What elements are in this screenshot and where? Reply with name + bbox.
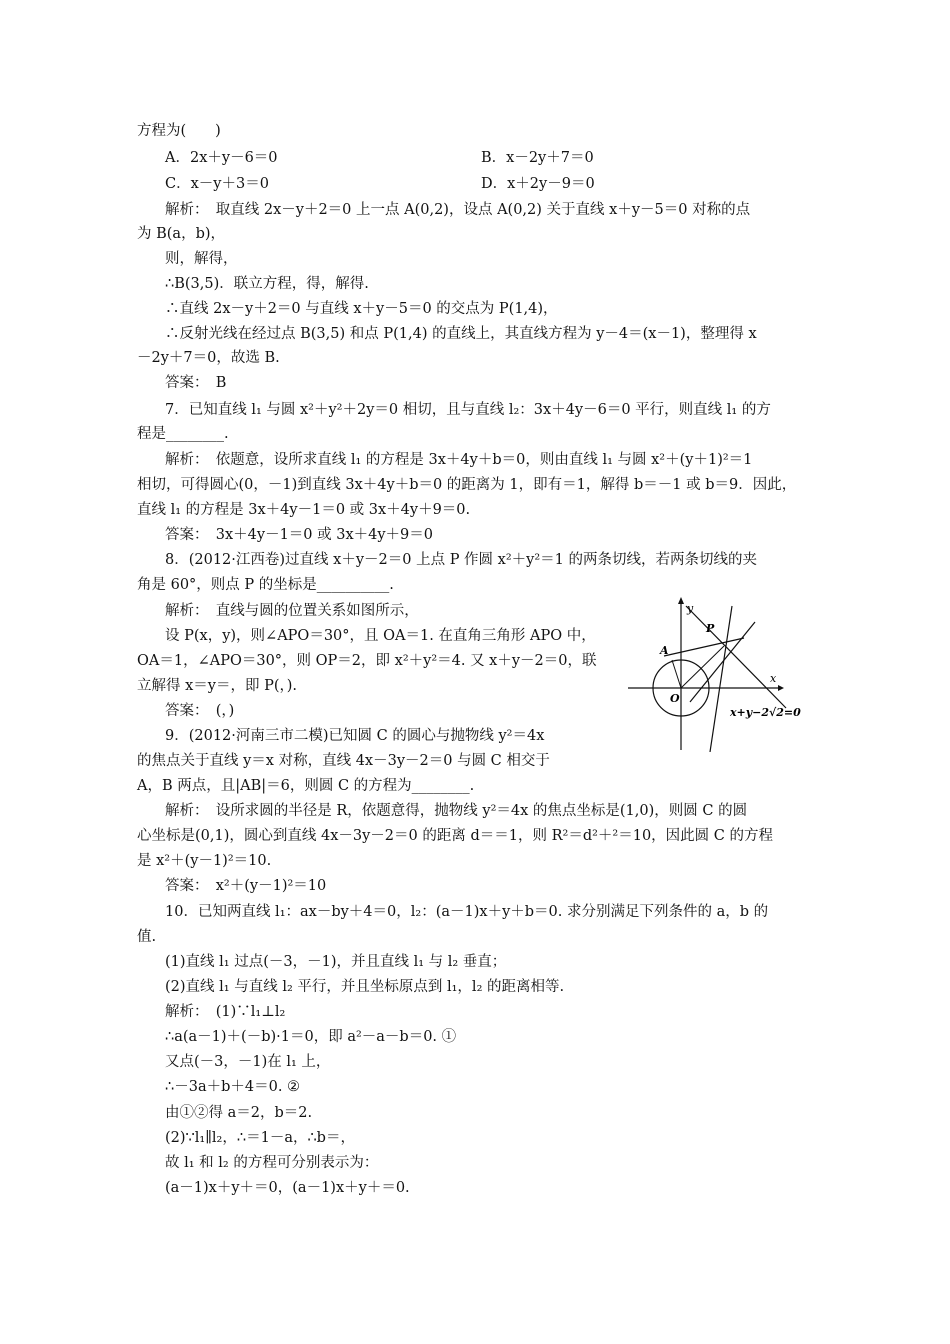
question-9: 9．(2012·河南三市二模)已知圆 C 的圆心与抛物线 y²＝4x: [165, 728, 545, 744]
circle-tangent-figure: [620, 592, 820, 752]
text-line: 解析： 设所求圆的半径是 R，依题意得，抛物线 y²＝4x 的焦点坐标是(1,0)，则圆 C 的圆: [165, 803, 748, 819]
text-line: 程是________.: [137, 426, 229, 442]
choice-b: B．x－2y＋7＝0: [481, 150, 594, 166]
text-line: ∴反射光线在经过点 B(3,5) 和点 P(1,4) 的直线上，其直线方程为 y－4＝(x－1)，整理得 x: [165, 326, 757, 342]
text-line: (a－1)x＋y＋＝0，(a－1)x＋y＋＝0.: [165, 1180, 410, 1196]
answer-line: 答案： B: [165, 375, 227, 391]
text-line: 的焦点关于直线 y＝x 对称，直线 4x－3y－2＝0 与圆 C 相交于: [137, 753, 550, 769]
y-axis-arrow: [678, 597, 684, 604]
segment-op: [681, 646, 724, 688]
text-line: ∴－3a＋b＋4＝0. ②: [165, 1079, 301, 1095]
text-line: 故 l₁ 和 l₂ 的方程可分别表示为：: [165, 1155, 379, 1171]
text-line: 方程为( ): [137, 123, 221, 139]
text-line: 设 P(x，y)，则∠APO＝30°，且 OA＝1. 在直角三角形 APO 中，: [165, 628, 596, 644]
text-line: 解析： 直线与圆的位置关系如图所示，: [165, 603, 419, 619]
answer-line: 答案： 3x＋4y－1＝0 或 3x＋4y＋9＝0: [165, 527, 434, 543]
text-line: 则，解得，: [165, 251, 238, 267]
choice-c: C．x－y＋3＝0: [165, 176, 269, 192]
text-line: (1)直线 l₁ 过点(－3，－1)，并且直线 l₁ 与 l₂ 垂直；: [165, 954, 507, 970]
text-line: OA＝1，∠APO＝30°，则 OP＝2，即 x²＋y²＝4. 又 x＋y－2＝0，联: [137, 653, 597, 669]
answer-line: 答案： (，): [165, 703, 235, 719]
text-line: 又点(－3，－1)在 l₁ 上，: [165, 1054, 331, 1070]
label-p: P: [706, 622, 715, 635]
tangent-line-3: [690, 622, 755, 702]
text-line: 值.: [137, 929, 157, 945]
text-line: A，B 两点，且|AB|＝6，则圆 C 的方程为________.: [137, 778, 475, 794]
text-line: ∴直线 2x－y＋2＝0 与直线 x＋y－5＝0 的交点为 P(1,4)，: [165, 301, 558, 317]
text-line: (2)∵l₁∥l₂，∴＝1－a，∴b＝，: [165, 1130, 355, 1146]
text-line: 相切，可得圆心(0，－1)到直线 3x＋4y＋b＝0 的距离为 1，即有＝1，解得 b＝－1 或 b＝9．因此，: [137, 477, 797, 493]
text-line: ∴a(a－1)＋(－b)·1＝0，即 a²－a－b＝0. ①: [165, 1029, 457, 1045]
text-line: (2)直线 l₁ 与直线 l₂ 平行，并且坐标原点到 l₁，l₂ 的距离相等.: [165, 979, 565, 995]
text-line: 是 x²＋(y－1)²＝10.: [137, 853, 272, 869]
text-line: 立解得 x＝y＝，即 P(，).: [137, 678, 298, 694]
label-a: A: [660, 644, 669, 657]
segment-oa: [672, 660, 681, 688]
text-line: 为 B(a，b)，: [137, 226, 226, 242]
label-line-equation: x+y−2√2=0: [730, 706, 801, 719]
text-line: 直线 l₁ 的方程是 3x＋4y－1＝0 或 3x＋4y＋9＝0.: [137, 502, 471, 518]
answer-line: 答案： x²＋(y－1)²＝10: [165, 878, 327, 894]
text-line: 角是 60°，则点 P 的坐标是__________.: [137, 577, 394, 593]
text-line: 解析： 取直线 2x－y＋2＝0 上一点 A(0,2)，设点 A(0,2) 关于直线 x＋y－5＝0 对称的点: [165, 202, 751, 218]
choice-d: D．x＋2y－9＝0: [481, 176, 595, 192]
text-line: 由①②得 a＝2，b＝2.: [165, 1105, 313, 1121]
label-y: y: [687, 602, 694, 615]
question-7: 7．已知直线 l₁ 与圆 x²＋y²＋2y＝0 相切，且与直线 l₂：3x＋4y－6＝0 平行，则直线 l₁ 的方: [165, 402, 771, 418]
text-line: 心坐标是(0,1)，圆心到直线 4x－3y－2＝0 的距离 d＝＝1，则 R²＝d²＋²＝10，因此圆 C 的方程: [137, 828, 773, 844]
text-line: －2y＋7＝0，故选 B.: [137, 350, 280, 366]
question-10: 10．已知两直线 l₁：ax－by＋4＝0，l₂：(a－1)x＋y＋b＝0. 求分别满足下列条件的 a，b 的: [165, 904, 769, 920]
text-line: 解析： (1)∵l₁⊥l₂: [165, 1004, 286, 1020]
label-o: O: [670, 692, 680, 705]
text-line: ∴B(3,5)．联立方程，得，解得.: [165, 276, 369, 292]
question-8: 8．(2012·江西卷)过直线 x＋y－2＝0 上点 P 作圆 x²＋y²＝1 的两条切线，若两条切线的夹: [165, 552, 757, 568]
text-line: 解析： 依题意，设所求直线 l₁ 的方程是 3x＋4y＋b＝0，则由直线 l₁ 与圆 x²＋(y＋1)²＝1: [165, 452, 753, 468]
choice-a: A．2x＋y－6＝0: [165, 150, 278, 166]
label-x: x: [770, 672, 777, 685]
line-x-plus-y: [686, 606, 786, 708]
x-axis-arrow: [778, 685, 784, 691]
